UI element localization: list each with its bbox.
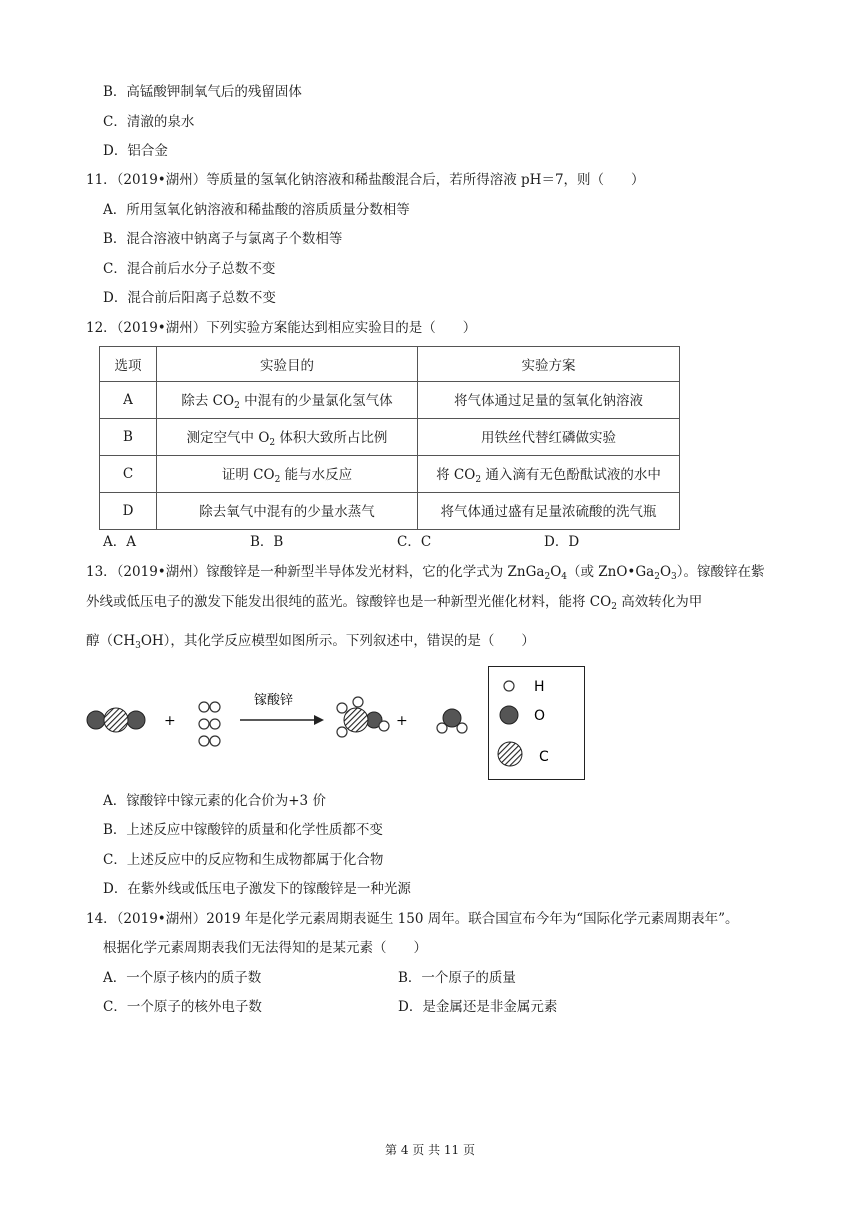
q13-option-b: B．上述反应中镓酸锌的质量和化学性质都不变 [103, 822, 383, 838]
page-footer: 第 4 页 共 11 页 [385, 1143, 475, 1157]
table-row [100, 419, 680, 456]
q11-stem: 11．（2019•湖州）等质量的氢氧化钠溶液和稀盐酸混合后，若所得溶液 pH＝7，则（ ） [86, 172, 645, 188]
plus-sign: + [164, 713, 176, 729]
h2-molecules [199, 702, 220, 746]
table-cell-plan: 将气体通过足量的氢氧化钠溶液 [418, 382, 680, 419]
q12-choice-b: B．B [250, 534, 284, 550]
table-cell-purpose: 证明 $CO_2$ 能与水反应 [157, 456, 418, 493]
carbon-atom-icon [498, 742, 522, 766]
table-header-row [100, 347, 680, 382]
q14-stem-line2: 根据化学元素周期表我们无法得知的是某元素（ ） [103, 940, 427, 956]
q13-option-c: C．上述反应中的反应物和生成物都属于化合物 [103, 852, 384, 868]
q12-choice-c: C．C [397, 534, 432, 550]
option-d: D．铝合金 [103, 143, 168, 159]
q14-stem-line1: 14．（2019•湖州）2019 年是化学元素周期表诞生 150 周年。联合国宣布今年为“国际化学元素周期表年”。 [86, 911, 739, 927]
table-cell-purpose: 除去氧气中混有的少量水蒸气 [157, 493, 418, 530]
legend-label-c: C [539, 749, 549, 765]
table-cell-plan: 用铁丝代替红磷做实验 [418, 419, 680, 456]
q13-stem-line1: 13．（2019•湖州）镓酸锌是一种新型半导体发光材料，它的化学式为 $ZnGa_2O_4$（或 $ZnO•Ga_2O_3$）。镓酸锌在紫 [86, 564, 765, 582]
q12-stem: 12．（2019•湖州）下列实验方案能达到相应实验目的是（ ） [86, 320, 477, 336]
q12-choice-a: A．A [103, 534, 136, 550]
q12-choices [103, 532, 691, 552]
table-cell-option: A [100, 382, 157, 419]
ch3oh-molecule [337, 697, 389, 737]
table-cell-purpose: 除去 $CO_2$ 中混有的少量氯化氢气体 [157, 382, 418, 419]
table-header: 实验目的 [157, 347, 418, 382]
q14-option-b: B．一个原子的质量 [398, 970, 516, 986]
q12-choice-d: D．D [544, 534, 580, 550]
co2-molecule [87, 708, 145, 732]
q13-stem-line2: 外线或低压电子的激发下能发出很纯的蓝光。镓酸锌也是一种新型光催化材料，能将 $CO_2$ 高效转化为甲 [86, 594, 703, 612]
table-cell-option: C [100, 456, 157, 493]
option-c: C．清澈的泉水 [103, 114, 195, 130]
table-cell-option: D [100, 493, 157, 530]
table-cell-plan: 将 $CO_2$ 通入滴有无色酚酞试液的水中 [418, 456, 680, 493]
option-b: B．高锰酸钾制氧气后的残留固体 [103, 84, 302, 100]
q13-option-a: A．镓酸锌中镓元素的化合价为+3 价 [103, 793, 326, 809]
q11-option-b: B．混合溶液中钠离子与氯离子个数相等 [103, 231, 343, 247]
experiment-table [99, 346, 680, 530]
q14-option-d: D．是金属还是非金属元素 [398, 999, 558, 1015]
table-header: 选项 [100, 347, 157, 382]
table-cell-purpose: 测定空气中 $O_2$ 体积大致所占比例 [157, 419, 418, 456]
table-cell-plan: 将气体通过盛有足量浓硫酸的洗气瓶 [418, 493, 680, 530]
q11-option-c: C．混合前后水分子总数不变 [103, 261, 276, 277]
legend-label-h: H [534, 679, 545, 695]
legend-label-o: O [534, 708, 546, 724]
q13-option-d: D．在紫外线或低压电子激发下的镓酸锌是一种光源 [103, 881, 411, 897]
q13-stem-line3: 醇$(CH_3OH)$，其化学反应模型如图所示。下列叙述中，错误的是（ ） [86, 633, 535, 651]
table-row [100, 456, 680, 493]
hydrogen-atom-icon [504, 681, 514, 691]
diagram-legend [488, 666, 585, 780]
arrow-head-icon [314, 715, 324, 725]
table-header: 实验方案 [418, 347, 680, 382]
q14-option-a: A．一个原子核内的质子数 [103, 970, 262, 986]
table-row [100, 382, 680, 419]
q11-option-d: D．混合前后阳离子总数不变 [103, 290, 276, 306]
oxygen-atom-icon [500, 706, 518, 724]
h2o-molecule [437, 709, 467, 733]
q11-option-a: A．所用氢氧化钠溶液和稀盐酸的溶质质量分数相等 [103, 202, 410, 218]
q14-option-c: C．一个原子的核外电子数 [103, 999, 262, 1015]
table-row [100, 493, 680, 530]
table-cell-option: B [100, 419, 157, 456]
plus-sign: + [396, 713, 408, 729]
arrow-label: 镓酸锌 [254, 693, 294, 708]
reaction-model-diagram [80, 662, 530, 782]
